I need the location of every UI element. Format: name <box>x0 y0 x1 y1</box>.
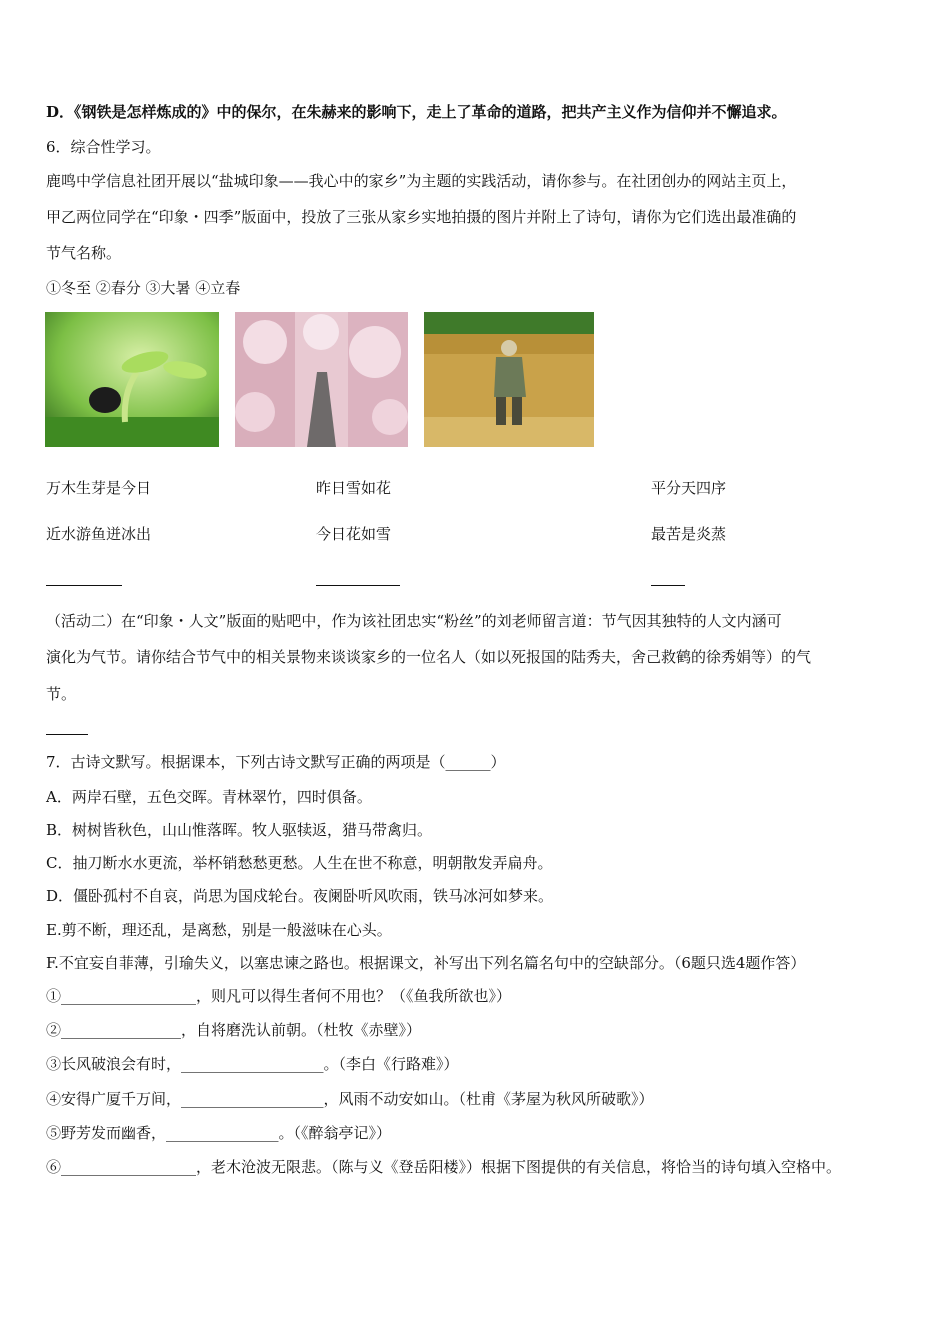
question-7-title: 7．古诗文默写。根据课本，下列古诗文默写正确的两项是（______） <box>46 753 506 771</box>
activity-2-paragraph-1: （活动二）在“印象・人文”版面的贴吧中，作为该社团忠实“粉丝”的刘老师留言道：节气因其独特的人文内涵可 <box>46 612 782 630</box>
fill-blank-6: ⑥__________________，老木沧波无限悲。（陈与义《登岳阳楼》）根据下图提供的有关信息，将恰当的诗句填入空格中。 <box>46 1158 842 1176</box>
activity-2-paragraph-2: 演化为气节。请你结合节气中的相关景物来谈谈家乡的一位名人（如以死报国的陆秀夫，舍己救鹤的徐秀娟等）的气 <box>46 648 812 666</box>
poem-2-line-1: 昨日雪如花 <box>316 479 392 497</box>
fill-blank-1: ①__________________，则凡可以得生者何不用也？（《鱼我所欲也》） <box>46 987 512 1005</box>
poem-1-line-2: 近水游鱼迸冰出 <box>46 525 152 543</box>
answer-blank-1[interactable] <box>46 585 122 586</box>
cherry-blossom-river-photo <box>235 312 408 447</box>
fill-blank-3: ③长风破浪会有时，___________________。（李白《行路难》） <box>46 1055 459 1073</box>
question-7-option-a: A．两岸石壁，五色交晖。青林翠竹，四时俱备。 <box>46 788 372 806</box>
poem-2-line-2: 今日花如雪 <box>316 525 392 543</box>
fill-blank-5: ⑤野芳发而幽香，_______________。（《醉翁亭记》） <box>46 1124 392 1142</box>
fill-blank-2: ②________________，自将磨洗认前朝。（杜牧《赤壁》） <box>46 1021 422 1039</box>
activity-2-answer-blank[interactable] <box>46 734 88 735</box>
wheat-harvest-farmer-photo <box>424 312 594 447</box>
option-d-line: D．《钢铁是怎样炼成的》中的保尔，在朱赫来的影响下，走上了革命的道路，把共产主义作为信仰并不懈追求。 <box>46 103 787 121</box>
question-6-paragraph-1: 鹿鸣中学信息社团开展以“盐城印象——我心中的家乡”为主题的实践活动，请你参与。在社团创办的网站主页上， <box>46 172 797 190</box>
poem-1-line-1: 万木生芽是今日 <box>46 479 152 497</box>
answer-blank-2[interactable] <box>316 585 400 586</box>
question-7-option-b: B．树树皆秋色，山山惟落晖。牧人驱犊返，猎马带禽归。 <box>46 821 433 839</box>
activity-2-paragraph-3: 节。 <box>46 685 77 703</box>
question-7-option-d: D．僵卧孤村不自哀，尚思为国戍轮台。夜阑卧听风吹雨，铁马冰河如梦来。 <box>46 887 554 905</box>
question-7-option-f: F.不宜妄自菲薄，引瑜失义，以塞忠谏之路也。根据课文，补写出下列名篇名句中的空缺部分。（6题只选4题作答） <box>46 954 806 972</box>
question-7-option-c: C．抽刀断水水更流，举杯销愁愁更愁。人生在世不称意，明朝散发弄扁舟。 <box>46 854 553 872</box>
solar-term-options: ①冬至 ②春分 ③大暑 ④立春 <box>46 279 241 297</box>
fill-blank-4: ④安得广厦千万间，___________________，风雨不动安如山。（杜甫《茅屋为秋风所破歌》） <box>46 1090 654 1108</box>
poem-3-line-1: 平分天四序 <box>651 479 727 497</box>
question-6-paragraph-2: 甲乙两位同学在“印象・四季”版面中，投放了三张从家乡实地拍摄的图片并附上了诗句，请你为它们选出最准确的 <box>46 208 797 226</box>
answer-blank-3[interactable] <box>651 585 685 586</box>
question-6-title: 6．综合性学习。 <box>46 138 161 156</box>
question-7-option-e: E.剪不断，理还乱，是离愁，别是一般滋味在心头。 <box>46 921 392 939</box>
poem-3-line-2: 最苦是炎蒸 <box>651 525 727 543</box>
seedling-photo <box>45 312 219 447</box>
question-6-paragraph-3: 节气名称。 <box>46 244 122 262</box>
